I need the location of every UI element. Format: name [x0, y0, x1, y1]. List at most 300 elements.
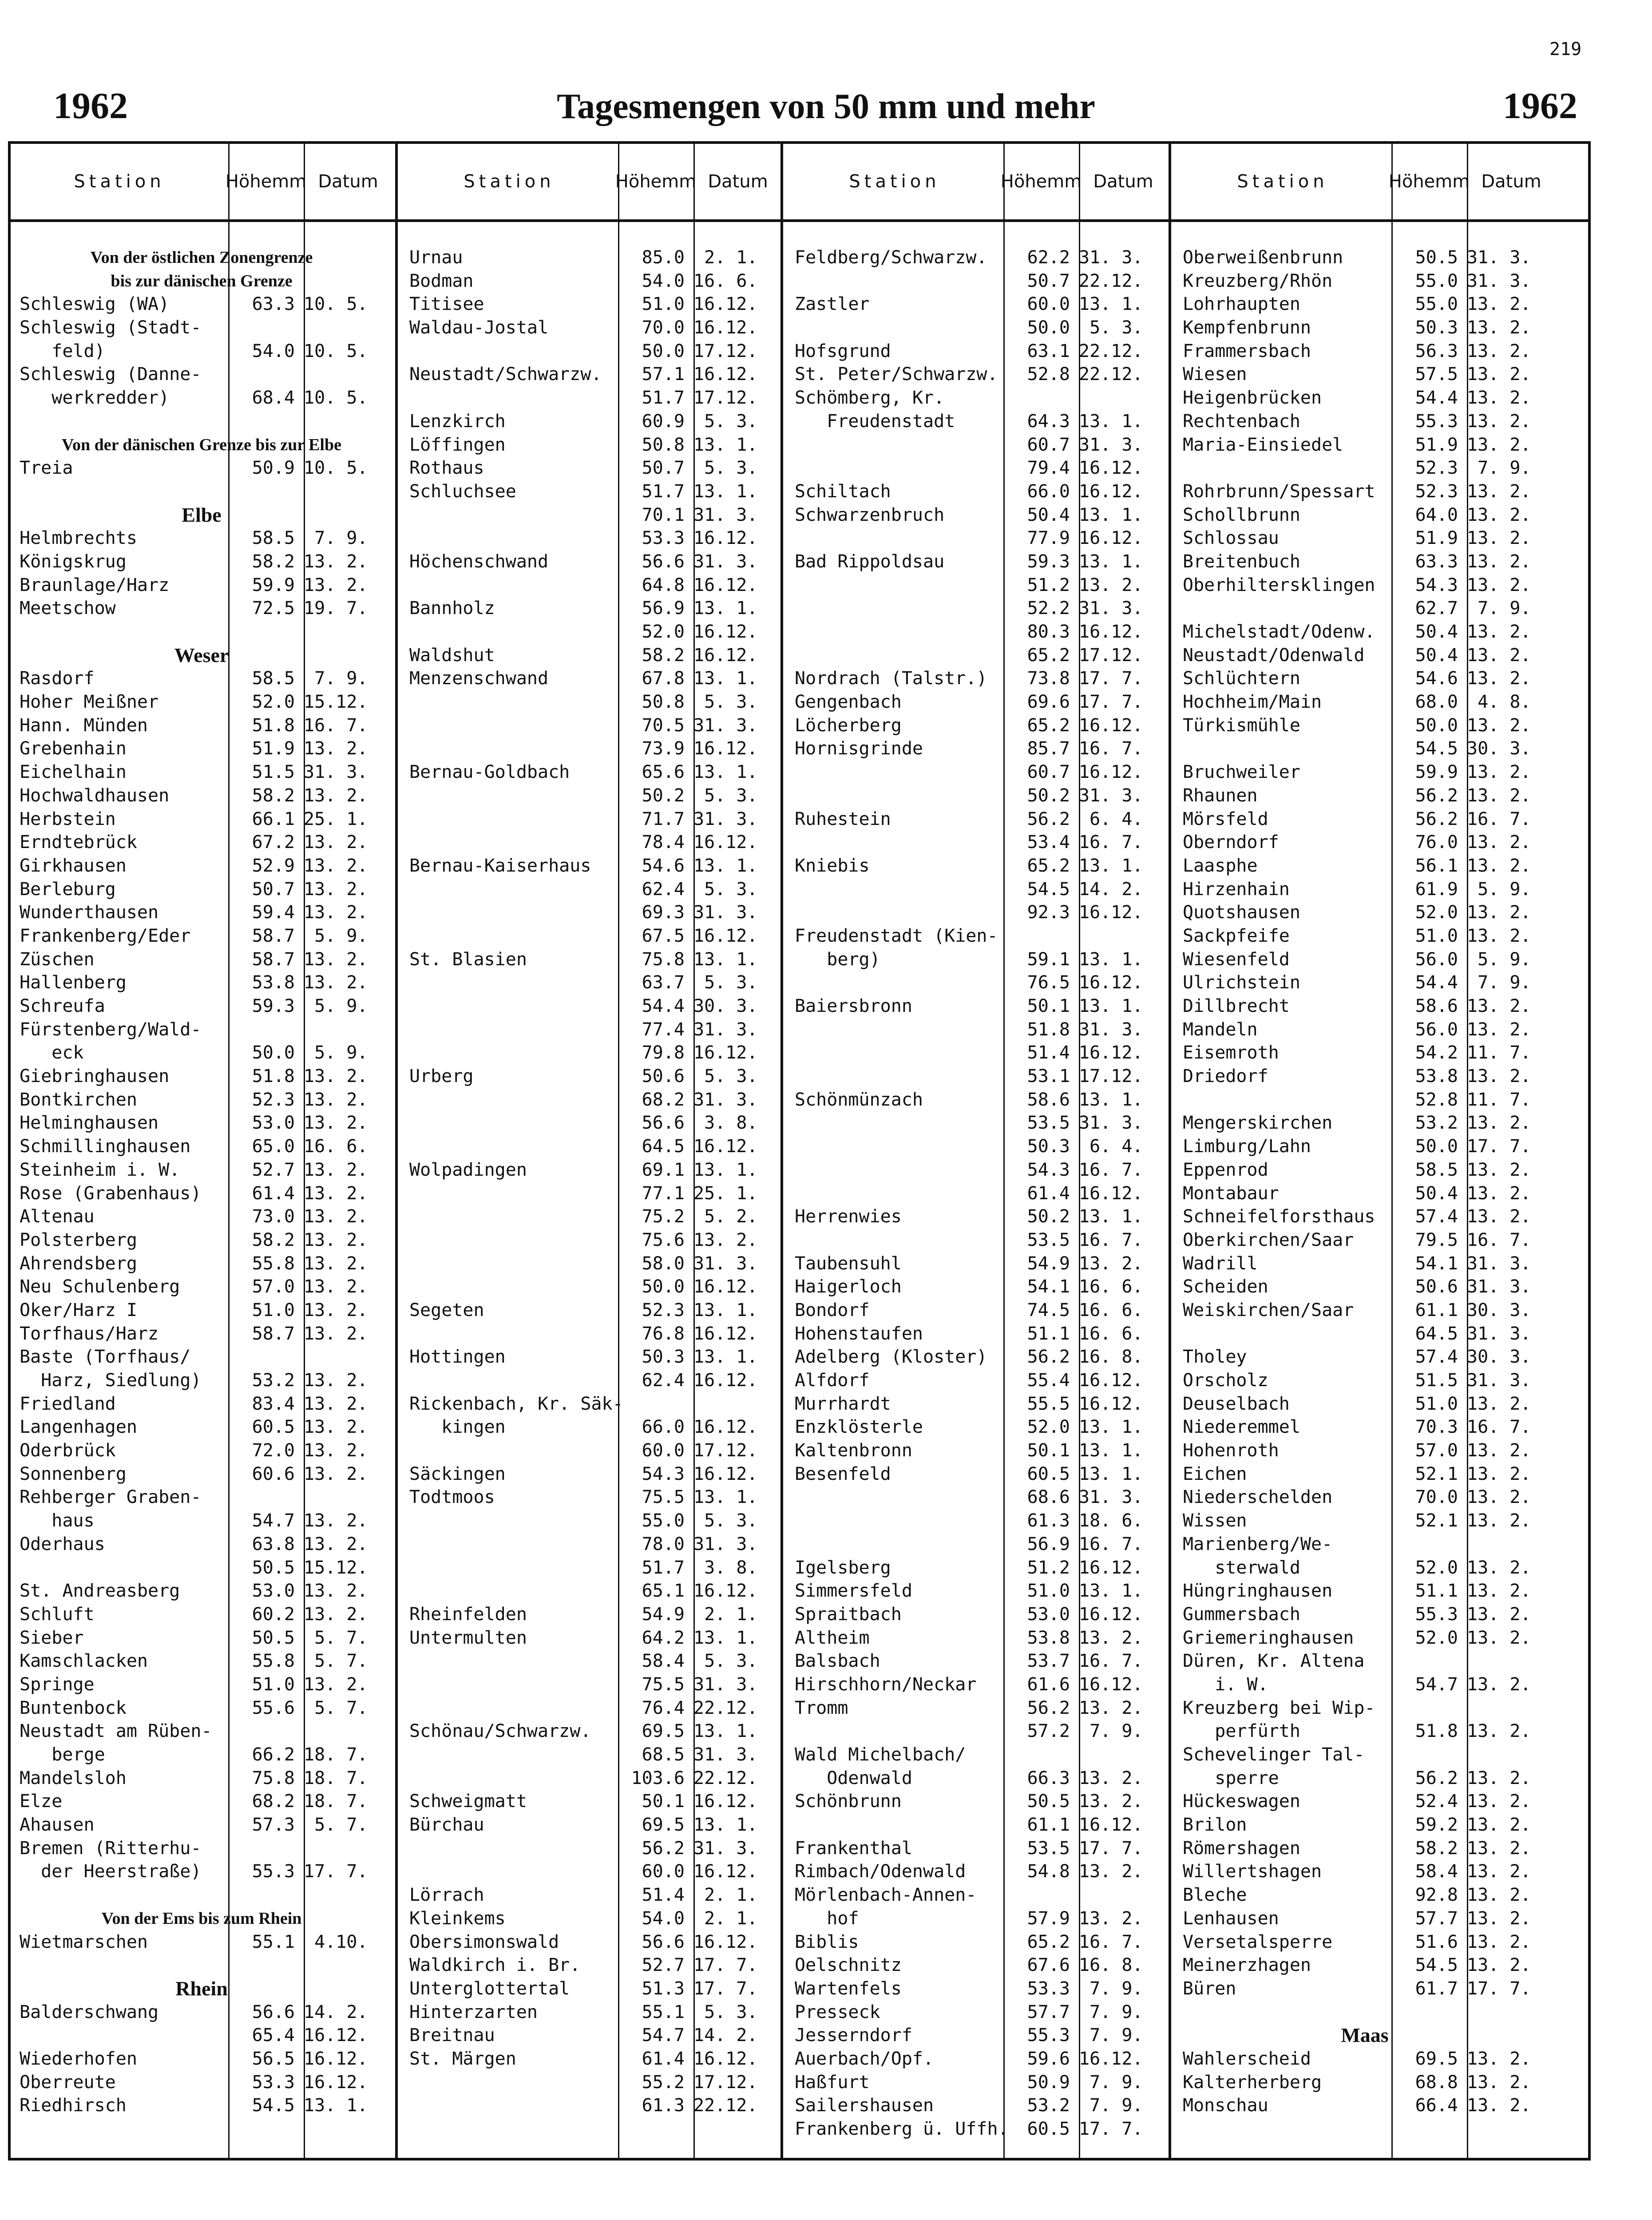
hoehe-value: 54.7	[1415, 1674, 1458, 1695]
table-row	[786, 1415, 1168, 1439]
hoehe-value: 56.5	[252, 2048, 295, 2069]
datum-value: 13. 2.	[1079, 575, 1143, 595]
station-name: Hohenstaufen	[795, 1323, 923, 1344]
station-name: Willertshagen	[1183, 1861, 1322, 1882]
datum-value: 16. 7.	[1079, 832, 1143, 853]
hoehe-value: 58.6	[1415, 996, 1458, 1016]
table-row	[1174, 1322, 1556, 1346]
table-row	[11, 1345, 392, 1369]
datum-value: 2. 1.	[693, 1908, 758, 1929]
datum-value: 13. 2.	[1467, 317, 1531, 338]
station-name: bis zur dänischen Grenze	[111, 271, 293, 290]
hoehe-value: 50.4	[1415, 1183, 1458, 1204]
station-name: Taubensuhl	[795, 1253, 902, 1274]
station-name: Neustadt am Rüben-	[20, 1721, 212, 1742]
hoehe-value: 55.0	[642, 1510, 685, 1531]
station-name: Bannholz	[409, 598, 495, 619]
station-name: Schreufa	[20, 996, 105, 1016]
table-row	[1174, 831, 1556, 854]
datum-value: 13. 2.	[304, 1066, 368, 1087]
header-station: Station	[74, 171, 165, 192]
datum-value: 7. 9.	[1079, 2002, 1143, 2022]
station-name: Haigerloch	[795, 1276, 902, 1297]
datum-value: 4. 8.	[1467, 692, 1531, 713]
hoehe-value: 68.6	[1027, 1487, 1070, 1508]
hoehe-value: 65.0	[252, 1136, 295, 1157]
hoehe-value: 61.3	[642, 2095, 685, 2116]
station-name: Mandeln	[1183, 1019, 1258, 1040]
hoehe-value: 50.4	[1415, 645, 1458, 666]
table-row	[786, 1041, 1168, 1065]
table-row	[400, 550, 782, 574]
hoehe-value: 50.6	[642, 1066, 685, 1087]
table-row	[786, 1954, 1168, 1977]
station-name: Hornisgrinde	[795, 738, 923, 759]
datum-value: 17. 7.	[1467, 1136, 1531, 1157]
table-row	[786, 1883, 1168, 1907]
datum-value: 25. 1.	[693, 1183, 758, 1204]
hoehe-value: 56.2	[1415, 809, 1458, 829]
datum-value: 7. 9.	[1079, 2095, 1143, 2116]
table-row	[1174, 1860, 1556, 1883]
hoehe-value: 54.3	[642, 1463, 685, 1484]
table-row	[786, 1135, 1168, 1158]
hoehe-value: 55.0	[1415, 270, 1458, 291]
table-row	[1174, 1415, 1556, 1439]
table-row	[1174, 1697, 1556, 1720]
hoehe-value: 67.5	[642, 925, 685, 946]
table-row	[400, 480, 782, 503]
datum-value: 18. 7.	[304, 1791, 368, 1812]
station-name: Kleinkems	[409, 1908, 506, 1929]
datum-value: 13. 2.	[1467, 1557, 1531, 1578]
station-name: Spraitbach	[795, 1604, 902, 1625]
hoehe-value: 55.1	[252, 1931, 295, 1952]
table-row	[400, 1252, 782, 1276]
hoehe-value: 50.2	[1027, 785, 1070, 806]
hoehe-value: 52.2	[1027, 598, 1070, 619]
station-name: Maria-Einsiedel	[1183, 434, 1343, 455]
datum-value: 13. 1.	[693, 1159, 758, 1180]
hoehe-value: 51.9	[1415, 434, 1458, 455]
table-row	[786, 1392, 1168, 1416]
table-row	[1174, 1767, 1556, 1790]
station-name: Urberg	[409, 1066, 474, 1087]
hoehe-value: 57.7	[1415, 1908, 1458, 1929]
station-name: Waldshut	[409, 645, 495, 666]
hoehe-value: 57.3	[252, 1815, 295, 1835]
hoehe-value: 57.4	[1415, 1347, 1458, 1368]
station-name: Hallenberg	[20, 972, 127, 993]
hoehe-value: 50.8	[642, 692, 685, 713]
station-name: Steinheim i. W.	[20, 1159, 180, 1180]
station-name: Kaltenbronn	[795, 1440, 912, 1461]
datum-value: 17. 7.	[1079, 692, 1143, 713]
hoehe-value: 50.2	[642, 785, 685, 806]
datum-value: 7. 9.	[304, 668, 368, 689]
hoehe-value: 50.7	[252, 879, 295, 900]
table-row	[786, 1673, 1168, 1697]
datum-value: 22.12.	[693, 2095, 758, 2116]
table-row	[1174, 1673, 1556, 1697]
station-name: Hirschhorn/Neckar	[795, 1674, 977, 1695]
station-name: Torfhaus/Harz	[20, 1323, 159, 1344]
table-row	[400, 878, 782, 901]
hoehe-value: 54.0	[642, 1908, 685, 1929]
header-datum: Datum	[1093, 171, 1153, 192]
hoehe-value: 54.3	[1415, 575, 1458, 595]
station-name: Hottingen	[409, 1347, 506, 1368]
datum-value: 13. 2.	[304, 1463, 368, 1484]
station-name: Helmbrechts	[20, 528, 137, 549]
table-row	[11, 995, 392, 1018]
datum-value: 16.12.	[1079, 1043, 1143, 1063]
hoehe-value: 52.7	[642, 1955, 685, 1976]
datum-value: 16.12.	[693, 1323, 758, 1344]
table-row	[1174, 2094, 1556, 2117]
table-row	[11, 2024, 392, 2047]
hoehe-value: 68.5	[642, 1744, 685, 1765]
datum-value: 31. 3.	[693, 902, 758, 923]
table-row	[400, 1954, 782, 1977]
station-name: Bernau-Goldbach	[409, 762, 570, 783]
hoehe-value: 75.5	[642, 1674, 685, 1695]
station-name: Murrhardt	[795, 1393, 891, 1414]
hoehe-value: 50.3	[642, 1347, 685, 1368]
hoehe-value: 50.1	[1027, 1440, 1070, 1461]
table-row	[1174, 901, 1556, 924]
datum-value: 13. 2.	[304, 1510, 368, 1531]
table-row	[11, 1229, 392, 1252]
hoehe-value: 75.2	[642, 1206, 685, 1227]
datum-value: 16. 7.	[1079, 1931, 1143, 1952]
table-row	[1174, 1556, 1556, 1580]
table-row	[786, 1018, 1168, 1042]
datum-value: 13. 2.	[1467, 1955, 1531, 1976]
table-row	[1174, 2071, 1556, 2094]
station-name: Feldberg/Schwarzw.	[795, 247, 987, 268]
station-name: Driedorf	[1183, 1066, 1268, 1087]
datum-value: 5. 9.	[304, 996, 368, 1016]
hoehe-value: 56.6	[642, 551, 685, 572]
datum-value: 13. 2.	[1467, 1768, 1531, 1788]
station-name: Untermulten	[409, 1627, 527, 1648]
datum-value: 31. 3.	[693, 1019, 758, 1040]
hoehe-value: 59.9	[252, 575, 295, 595]
hoehe-value: 64.5	[642, 1136, 685, 1157]
hoehe-value: 60.9	[642, 411, 685, 432]
hoehe-value: 63.1	[1027, 341, 1070, 361]
hoehe-value: 60.0	[1027, 294, 1070, 315]
datum-value: 13. 1.	[693, 668, 758, 689]
datum-value: 13. 1.	[693, 855, 758, 876]
table-row	[400, 971, 782, 995]
table-row	[1174, 550, 1556, 574]
station-name: Segeten	[409, 1300, 484, 1320]
datum-value: 13. 2.	[1467, 504, 1531, 525]
station-name: Oberreute	[20, 2072, 116, 2093]
table-row	[400, 667, 782, 690]
datum-value: 13. 1.	[1079, 1463, 1143, 1484]
datum-value: 16.12.	[693, 738, 758, 759]
datum-value: 16.12.	[1079, 481, 1143, 502]
table-row	[786, 480, 1168, 503]
table-row	[1174, 1907, 1556, 1931]
datum-value: 2. 1.	[693, 1885, 758, 1906]
station-name: Rose (Grabenhaus)	[20, 1183, 202, 1204]
datum-value: 16.12.	[1079, 528, 1143, 549]
datum-value: 13. 2.	[304, 1276, 368, 1297]
datum-value: 10. 5.	[304, 294, 368, 315]
station-name: Fürstenberg/Wald-	[20, 1019, 202, 1040]
hoehe-value: 54.5	[252, 2095, 295, 2116]
datum-value: 16.12.	[304, 2072, 368, 2093]
station-name: Baiersbronn	[795, 996, 912, 1016]
table-row	[1174, 2001, 1556, 2024]
table-row	[400, 293, 782, 316]
datum-value: 13. 2.	[1467, 481, 1531, 502]
station-name: Schleswig (Stadt-	[20, 317, 202, 338]
hoehe-value: 60.5	[1027, 2119, 1070, 2139]
table-row	[1174, 1977, 1556, 2001]
table-row	[11, 1697, 392, 1720]
datum-value: 13. 1.	[1079, 949, 1143, 970]
hoehe-value: 58.4	[1415, 1861, 1458, 1882]
datum-value: 13. 2.	[1467, 2095, 1531, 2116]
table-row	[786, 1205, 1168, 1229]
station-name: Bad Rippoldsau	[795, 551, 945, 572]
station-name: Orscholz	[1183, 1370, 1268, 1391]
station-name: Oberweißenbrunn	[1183, 247, 1343, 268]
datum-value: 13. 2.	[1467, 1885, 1531, 1906]
table-row	[786, 1322, 1168, 1346]
hoehe-value: 57.0	[252, 1276, 295, 1297]
hoehe-value: 61.7	[1415, 1978, 1458, 1999]
station-name: Tholey	[1183, 1347, 1247, 1368]
table-row	[786, 363, 1168, 386]
datum-value: 13. 2.	[1467, 762, 1531, 783]
datum-value: 13. 1.	[1079, 855, 1143, 876]
datum-value: 16.12.	[693, 1463, 758, 1484]
hoehe-value: 57.2	[1027, 1721, 1070, 1742]
station-name: Bruchweiler	[1183, 762, 1300, 783]
table-row	[11, 1790, 392, 1813]
group-divider	[1169, 144, 1171, 2158]
station-name: Auerbach/Opf.	[795, 2048, 934, 2069]
hoehe-value: 51.2	[1027, 575, 1070, 595]
station-name: Niederemmel	[1183, 1417, 1300, 1438]
hoehe-value: 54.6	[1415, 668, 1458, 689]
table-row	[1174, 1486, 1556, 1509]
station-name: Bondorf	[795, 1300, 870, 1320]
table-row	[11, 1041, 392, 1065]
datum-value: 16.12.	[693, 575, 758, 595]
table-row	[11, 1322, 392, 1346]
hoehe-value: 78.4	[642, 832, 685, 853]
table-row	[400, 1322, 782, 1346]
hoehe-value: 50.9	[252, 458, 295, 479]
station-name: Hirzenhain	[1183, 879, 1290, 900]
station-name: Montabaur	[1183, 1183, 1279, 1204]
table-row	[400, 1907, 782, 1931]
datum-value: 13. 2.	[1467, 1393, 1531, 1414]
table-row	[11, 1369, 392, 1392]
datum-value: 5. 7.	[304, 1815, 368, 1835]
table-row	[786, 340, 1168, 363]
datum-value: 13. 2.	[1467, 1487, 1531, 1508]
table-row	[1174, 1743, 1556, 1767]
datum-value: 13. 2.	[1467, 364, 1531, 385]
datum-value: 13. 2.	[1467, 1815, 1531, 1835]
hoehe-value: 52.3	[252, 1089, 295, 1110]
station-name: Elze	[20, 1791, 63, 1812]
hoehe-value: 75.6	[642, 1229, 685, 1250]
hoehe-value: 55.3	[252, 1861, 295, 1882]
hoehe-value: 67.2	[252, 832, 295, 853]
datum-value: 13. 2.	[304, 1393, 368, 1414]
datum-value: 16.12.	[693, 832, 758, 853]
table-row	[400, 1088, 782, 1112]
station-name: Oberndorf	[1183, 832, 1279, 853]
hoehe-value: 65.1	[642, 1581, 685, 1602]
table-row	[786, 1065, 1168, 1088]
datum-value: 5. 9.	[304, 925, 368, 946]
datum-value: 13. 2.	[304, 1159, 368, 1180]
station-name: Römershagen	[1183, 1838, 1300, 1859]
datum-value: 13. 2.	[1467, 1440, 1531, 1461]
datum-value: 14. 2.	[1079, 879, 1143, 900]
datum-value: 16. 7.	[1467, 1229, 1531, 1250]
datum-value: 5. 3.	[693, 879, 758, 900]
hoehe-value: 52.9	[252, 855, 295, 876]
datum-value: 13. 2.	[304, 1253, 368, 1274]
hoehe-value: 55.1	[642, 2002, 685, 2022]
table-column-3	[786, 246, 1168, 2141]
station-name: hof	[795, 1908, 859, 1929]
table-row	[1174, 1041, 1556, 1065]
table-row	[786, 597, 1168, 620]
table-row	[11, 1837, 392, 1860]
station-name: Waldau-Jostal	[409, 317, 549, 338]
station-name: Wietmarschen	[20, 1931, 148, 1952]
table-row	[786, 1486, 1168, 1509]
table-row	[1174, 620, 1556, 644]
hoehe-value: 50.3	[1415, 317, 1458, 338]
station-name: Kniebis	[795, 855, 870, 876]
station-name: Biblis	[795, 1931, 859, 1952]
table-row	[400, 1790, 782, 1813]
station-name: Urnau	[409, 247, 463, 268]
station-name: Lenzkirch	[409, 411, 506, 432]
datum-value: 13. 2.	[1467, 575, 1531, 595]
hoehe-value: 57.0	[1415, 1440, 1458, 1461]
table-row	[1174, 2047, 1556, 2071]
datum-value: 16.12.	[693, 645, 758, 666]
hoehe-value: 52.0	[252, 692, 295, 713]
station-name: St. Märgen	[409, 2048, 516, 2069]
table-row	[786, 690, 1168, 714]
hoehe-value: 56.9	[1027, 1534, 1070, 1554]
table-row	[11, 808, 392, 831]
datum-value: 17. 7.	[1079, 668, 1143, 689]
station-name: Herrenwies	[795, 1206, 902, 1227]
table-row	[400, 1767, 782, 1790]
hoehe-value: 66.3	[1027, 1768, 1070, 1788]
datum-value: 16. 8.	[1079, 1955, 1143, 1976]
station-name: Meinerzhagen	[1183, 1955, 1311, 1976]
station-name: Nordrach (Talstr.)	[795, 668, 987, 689]
station-name: Igelsberg	[795, 1557, 891, 1578]
datum-value: 13. 2.	[1467, 1908, 1531, 1929]
station-name: Oberhiltersklingen	[1183, 575, 1375, 595]
table-row	[400, 1509, 782, 1533]
datum-value: 30. 3.	[1467, 738, 1531, 759]
table-row	[400, 363, 782, 386]
datum-value: 16. 6.	[1079, 1276, 1143, 1297]
table-row	[11, 1533, 392, 1556]
hoehe-value: 53.8	[1415, 1066, 1458, 1087]
hoehe-value: 57.1	[642, 364, 685, 385]
station-name: Harz, Siedlung)	[20, 1370, 202, 1391]
station-name: haus	[20, 1510, 95, 1531]
datum-value: 13. 1.	[1079, 1417, 1143, 1438]
hoehe-value: 77.4	[642, 1019, 685, 1040]
hoehe-value: 64.3	[1027, 411, 1070, 432]
page-title: Tagesmengen von 50 mm und mehr	[557, 87, 1095, 126]
datum-value: 31. 3.	[693, 715, 758, 736]
datum-value: 13. 2.	[304, 1604, 368, 1625]
datum-value: 17. 7.	[693, 1955, 758, 1976]
datum-value: 31. 3.	[1079, 1113, 1143, 1134]
hoehe-value: 63.8	[252, 1534, 295, 1554]
datum-value: 11. 7.	[1467, 1089, 1531, 1110]
table-row	[1174, 1790, 1556, 1813]
station-name: Hinterzarten	[409, 2002, 538, 2022]
table-row	[786, 808, 1168, 831]
table-row	[1174, 1229, 1556, 1252]
datum-value: 13. 1.	[693, 1487, 758, 1508]
datum-value: 13. 2.	[1467, 1066, 1531, 1087]
table-row	[1174, 363, 1556, 386]
station-name: Wadrill	[1183, 1253, 1258, 1274]
table-row	[1174, 1720, 1556, 1743]
hoehe-value: 70.0	[1415, 1487, 1458, 1508]
datum-value: 13. 1.	[304, 2095, 368, 2116]
datum-value: 22.12.	[693, 1697, 758, 1718]
datum-value: 19. 7.	[304, 598, 368, 619]
table-row	[11, 1392, 392, 1416]
section-heading	[1174, 2024, 1556, 2047]
datum-value: 18. 7.	[304, 1744, 368, 1765]
hoehe-value: 53.0	[1027, 1604, 1070, 1625]
table-row	[400, 995, 782, 1018]
hoehe-value: 79.8	[642, 1043, 685, 1063]
table-row	[400, 2094, 782, 2117]
table-row	[1174, 1158, 1556, 1182]
table-row	[1174, 1509, 1556, 1533]
datum-value: 4.10.	[304, 1931, 368, 1952]
datum-value: 2. 1.	[693, 247, 758, 268]
station-name: Girkhausen	[20, 855, 127, 876]
hoehe-value: 50.0	[642, 1276, 685, 1297]
datum-value: 17. 7.	[1079, 1838, 1143, 1859]
table-row	[786, 527, 1168, 550]
station-name: Mörsfeld	[1183, 809, 1268, 829]
datum-value: 13. 2.	[304, 1323, 368, 1344]
table-row	[11, 1767, 392, 1790]
hoehe-value: 51.6	[1415, 1931, 1458, 1952]
hoehe-value: 72.0	[252, 1440, 295, 1461]
